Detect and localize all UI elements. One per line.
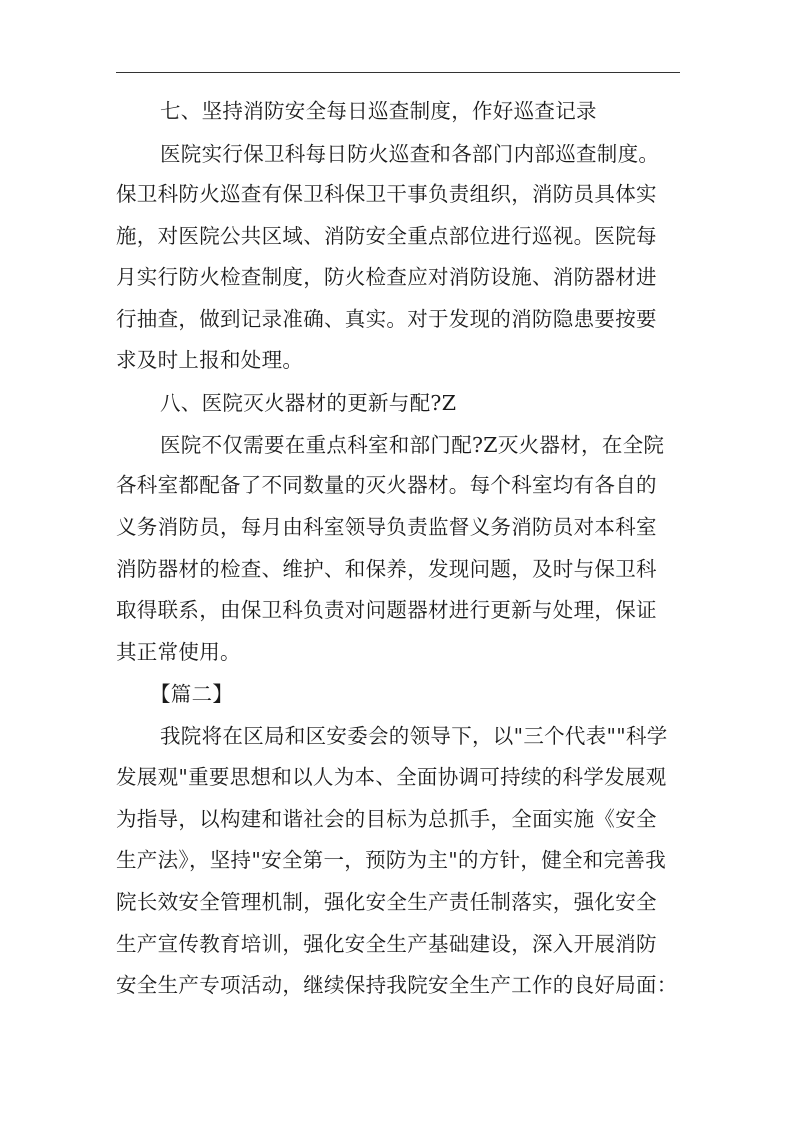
- paragraph-line: 院长效安全管理机制，强化安全生产责任制落实，强化安全: [116, 890, 657, 914]
- paragraph-line: 消防器材的检查、维护、和保养，发现问题，及时与保卫科: [116, 557, 657, 581]
- paragraph-line: 生产法》，坚持"安全第一，预防为主"的方针，健全和完善我: [116, 848, 667, 872]
- paragraph-line: 安全生产专项活动，继续保持我院安全生产工作的良好局面：: [116, 973, 678, 997]
- part-heading: 【篇二】: [150, 682, 234, 706]
- paragraph-line: 求及时上报和处理。: [116, 348, 304, 372]
- section-heading-8: 八、医院灭火器材的更新与配?Z: [160, 391, 457, 415]
- section-heading-7: 七、坚持消防安全每日巡查制度，作好巡查记录: [160, 99, 597, 123]
- paragraph-line: 发展观"重要思想和以人为本、全面协调可持续的科学发展观: [116, 765, 667, 789]
- paragraph-line: 义务消防员，每月由科室领导负责监督义务消防员对本科室: [116, 515, 657, 539]
- paragraph-line: 取得联系，由保卫科负责对问题器材进行更新与处理，保证: [116, 598, 657, 622]
- paragraph-line: 施，对医院公共区域、消防安全重点部位进行巡视。医院每: [116, 224, 657, 248]
- paragraph-line: 保卫科防火巡查有保卫科保卫干事负责组织，消防员具体实: [116, 182, 657, 206]
- paragraph-line: 我院将在区局和区安委会的领导下，以"三个代表""科学: [160, 724, 668, 748]
- header-rule: [116, 72, 680, 73]
- paragraph-line: 各科室都配备了不同数量的灭火器材。每个科室均有各自的: [116, 473, 657, 497]
- paragraph-line: 医院不仅需要在重点科室和部门配?Z灭火器材，在全院: [160, 433, 665, 457]
- paragraph-line: 医院实行保卫科每日防火巡查和各部门内部巡查制度。: [160, 142, 660, 166]
- paragraph-line: 行抽查，做到记录准确、真实。对于发现的消防隐患要按要: [116, 307, 657, 331]
- paragraph-line: 生产宣传教育培训，强化安全生产基础建设，深入开展消防: [116, 932, 657, 956]
- paragraph-line: 其正常使用。: [116, 640, 241, 664]
- paragraph-line: 月实行防火检查制度，防火检查应对消防设施、消防器材进: [116, 265, 657, 289]
- paragraph-line: 为指导，以构建和谐社会的目标为总抓手，全面实施《安全: [116, 807, 657, 831]
